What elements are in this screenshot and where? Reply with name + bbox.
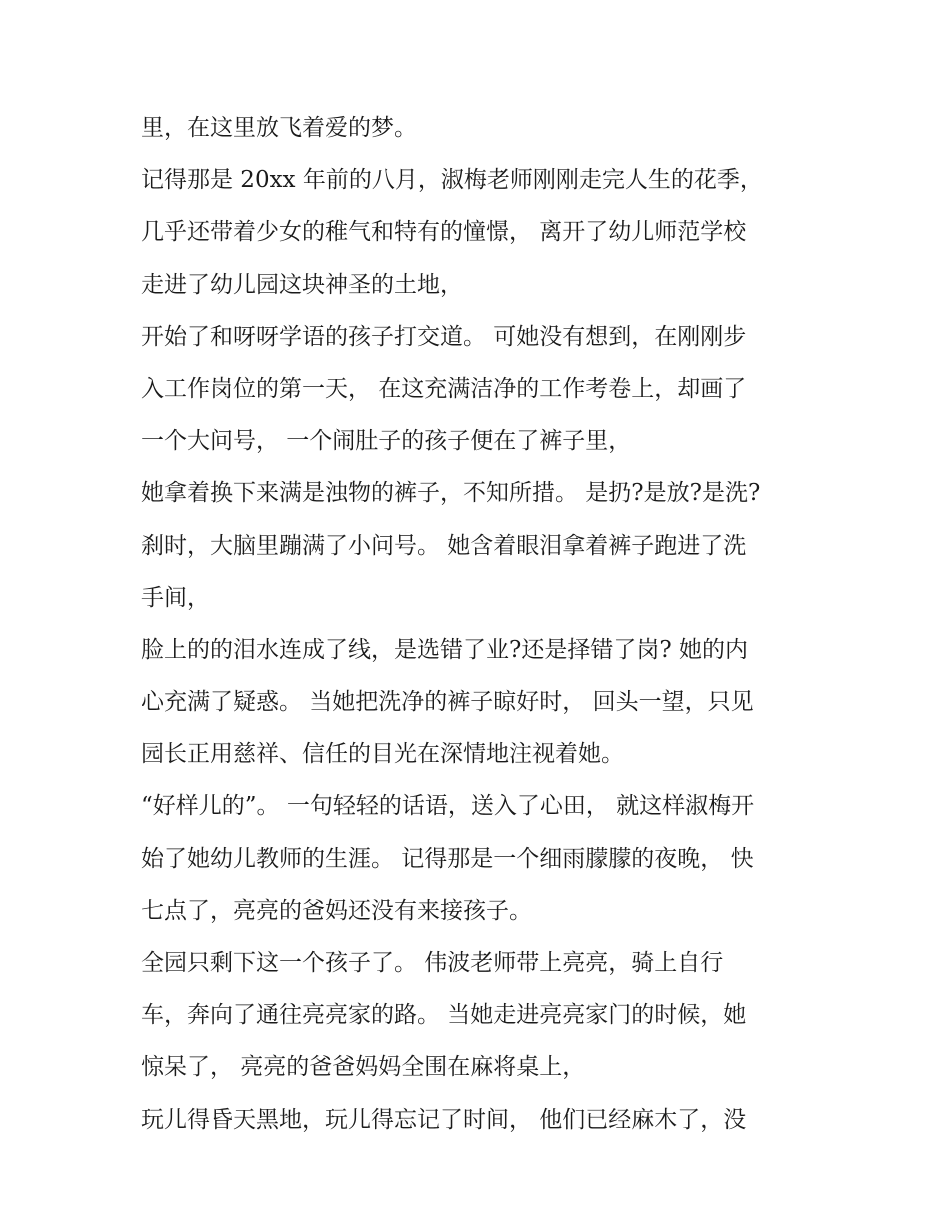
text-line: 玩儿得昏天黑地，玩儿得忘记了时间， 他们已经麻木了，没: [141, 1106, 747, 1133]
text-line: 园长正用慈祥、信任的目光在深情地注视着她。: [141, 741, 624, 768]
text-line: 脸上的的泪水连成了线，是选错了业?还是择错了岗? 她的内: [141, 636, 748, 663]
text-line: 几乎还带着少女的稚气和特有的憧憬， 离开了幼儿师范学校: [141, 219, 747, 246]
text-line: 她拿着换下来满是浊物的裤子，不知所措。 是扔?是放?是洗?: [141, 480, 761, 507]
text-line: 心充满了疑惑。 当她把洗净的裤子晾好时， 回头一望，只见: [141, 689, 754, 716]
text-line: 七点了，亮亮的爸妈还没有来接孩子。: [141, 897, 532, 924]
text-line: 走进了幼儿园这块神圣的土地，: [141, 271, 463, 298]
text-line: 刹时，大脑里蹦满了小问号。 她含着眼泪拿着裤子跑进了洗: [141, 532, 747, 559]
text-line: 始了她幼儿教师的生涯。 记得那是一个细雨朦朦的夜晚， 快: [141, 845, 754, 872]
text-line: 车，奔向了通往亮亮家的路。 当她走进亮亮家门的时候，她: [141, 1002, 747, 1029]
text-line: 里，在这里放飞着爱的梦。: [141, 115, 417, 141]
text-line: 开始了和呀呀学语的孩子打交道。 可她没有想到，在刚刚步: [141, 323, 747, 350]
text-line: 记得那是 20xx 年前的八月，淑梅老师刚刚走完人生的花季，: [141, 167, 763, 194]
text-line: 全园只剩下这一个孩子了。 伟波老师带上亮亮，骑上自行: [141, 950, 724, 976]
body-text: [141, 108, 821, 1152]
text-line: 一个大问号， 一个闹肚子的孩子便在了裤子里，: [141, 428, 632, 455]
text-line: “好样儿的”。 一句轻轻的话语，送入了心田， 就这样淑梅开: [141, 793, 755, 820]
text-line: 入工作岗位的第一天， 在这充满洁净的工作考卷上，却画了: [141, 375, 747, 402]
text-line: 手间，: [141, 584, 210, 611]
text-line: 惊呆了， 亮亮的爸爸妈妈全围在麻将桌上，: [141, 1054, 586, 1081]
